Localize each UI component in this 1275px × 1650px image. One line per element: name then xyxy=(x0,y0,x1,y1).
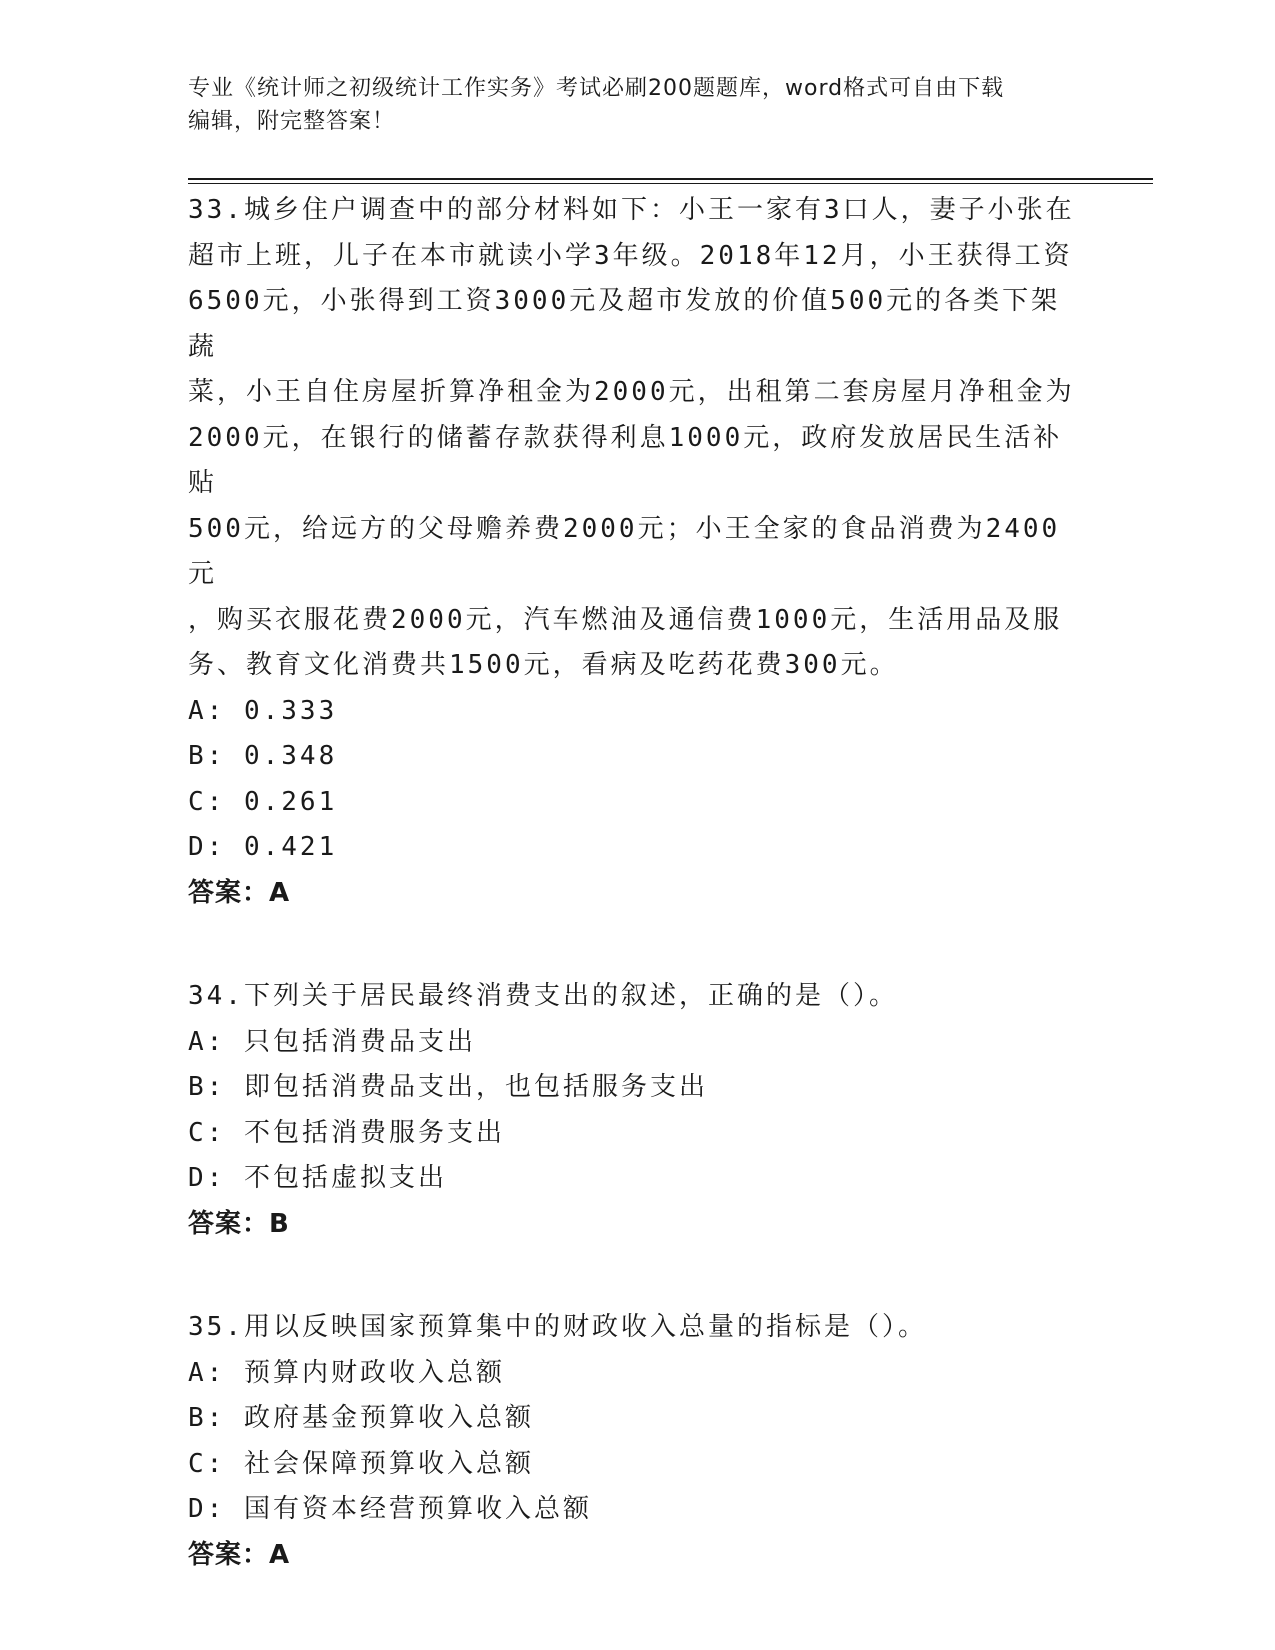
option-letter: B: xyxy=(188,1403,226,1433)
stem-line: 34.下列关于居民最终消费支出的叙述，正确的是（）。 xyxy=(188,981,898,1011)
stem-line: 6500元，小张得到工资3000元及超市发放的价值500元的各类下架蔬 xyxy=(188,286,1061,362)
option-letter: D: xyxy=(188,832,226,862)
header-divider-thick xyxy=(188,178,1153,180)
question-35 xyxy=(188,1305,1088,1578)
option-letter: B: xyxy=(188,1072,226,1102)
option-letter: C: xyxy=(188,1117,226,1148)
question-number: 34. xyxy=(188,981,244,1011)
question-34 xyxy=(188,974,1088,1247)
option-a xyxy=(188,1351,1088,1397)
answer-label: 答案： xyxy=(188,1539,270,1570)
option-letter: A: xyxy=(188,695,226,726)
option-text: 0.421 xyxy=(243,832,338,862)
option-letter: D: xyxy=(188,1494,226,1524)
option-letter: D: xyxy=(188,1163,226,1193)
answer-label: 答案： xyxy=(188,877,270,908)
answer-value: A xyxy=(269,877,291,908)
option-text: 国有资本经营预算收入总额 xyxy=(243,1494,592,1524)
option-text: 0.261 xyxy=(243,786,338,817)
option-text: 0.333 xyxy=(243,695,338,726)
answer-line xyxy=(188,1533,1088,1579)
stem-line: 2000元，在银行的储蓄存款获得利息1000元，政府发放居民生活补贴 xyxy=(188,422,1063,498)
answer-label: 答案： xyxy=(188,1208,270,1239)
stem-line: 33.城乡住户调查中的部分材料如下：小王一家有3口人，妻子小张在 xyxy=(188,195,1075,225)
stem-line: ，购买衣服花费2000元，汽车燃油及通信费1000元，生活用品及服 xyxy=(188,604,1063,635)
option-a xyxy=(188,1020,1088,1066)
question-stem xyxy=(188,188,1088,689)
answer-value: B xyxy=(269,1208,290,1239)
question-33 xyxy=(188,188,1088,916)
stem-line: 500元，给远方的父母赡养费2000元；小王全家的食品消费为2400元 xyxy=(188,513,1061,589)
option-c xyxy=(188,780,1088,826)
option-text: 政府基金预算收入总额 xyxy=(243,1403,534,1433)
option-letter: B: xyxy=(188,741,226,771)
stem-line: 务、教育文化消费共1500元，看病及吃药花费300元。 xyxy=(188,650,899,680)
option-c xyxy=(188,1442,1088,1488)
question-number: 33. xyxy=(188,195,244,225)
option-text: 只包括消费品支出 xyxy=(243,1026,476,1057)
option-d xyxy=(188,825,1088,871)
option-letter: C: xyxy=(188,786,226,817)
header-line-2: 编辑，附完整答案！ xyxy=(188,109,396,134)
header-line-1: 专业《统计师之初级统计工作实务》考试必刷200题题库，word格式可自由下载 xyxy=(188,76,1005,101)
option-text: 不包括消费服务支出 xyxy=(243,1117,505,1148)
answer-line xyxy=(188,871,1088,917)
option-text: 0.348 xyxy=(243,741,338,771)
option-text: 即包括消费品支出，也包括服务支出 xyxy=(243,1072,708,1102)
answer-value: A xyxy=(269,1539,291,1570)
option-d xyxy=(188,1487,1088,1533)
option-d xyxy=(188,1156,1088,1202)
stem-line: 35.用以反映国家预算集中的财政收入总量的指标是（）。 xyxy=(188,1312,927,1342)
option-text: 社会保障预算收入总额 xyxy=(243,1448,534,1479)
page-header xyxy=(188,72,1088,138)
question-stem xyxy=(188,974,1088,1020)
option-letter: C: xyxy=(188,1448,226,1479)
option-text: 预算内财政收入总额 xyxy=(243,1357,505,1388)
question-list xyxy=(188,188,1088,1636)
option-b xyxy=(188,1396,1088,1442)
option-b xyxy=(188,734,1088,780)
option-text: 不包括虚拟支出 xyxy=(243,1163,447,1193)
option-letter: A: xyxy=(188,1026,226,1057)
question-stem xyxy=(188,1305,1088,1351)
option-b xyxy=(188,1065,1088,1111)
answer-line xyxy=(188,1202,1088,1248)
stem-line: 超市上班，儿子在本市就读小学3年级。2018年12月，小王获得工资 xyxy=(188,240,1073,271)
option-letter: A: xyxy=(188,1357,226,1388)
stem-line: 菜，小王自住房屋折算净租金为2000元，出租第二套房屋月净租金为 xyxy=(188,377,1075,407)
option-a xyxy=(188,689,1088,735)
header-divider-thin xyxy=(188,183,1153,184)
option-c xyxy=(188,1111,1088,1157)
question-number: 35. xyxy=(188,1312,244,1342)
